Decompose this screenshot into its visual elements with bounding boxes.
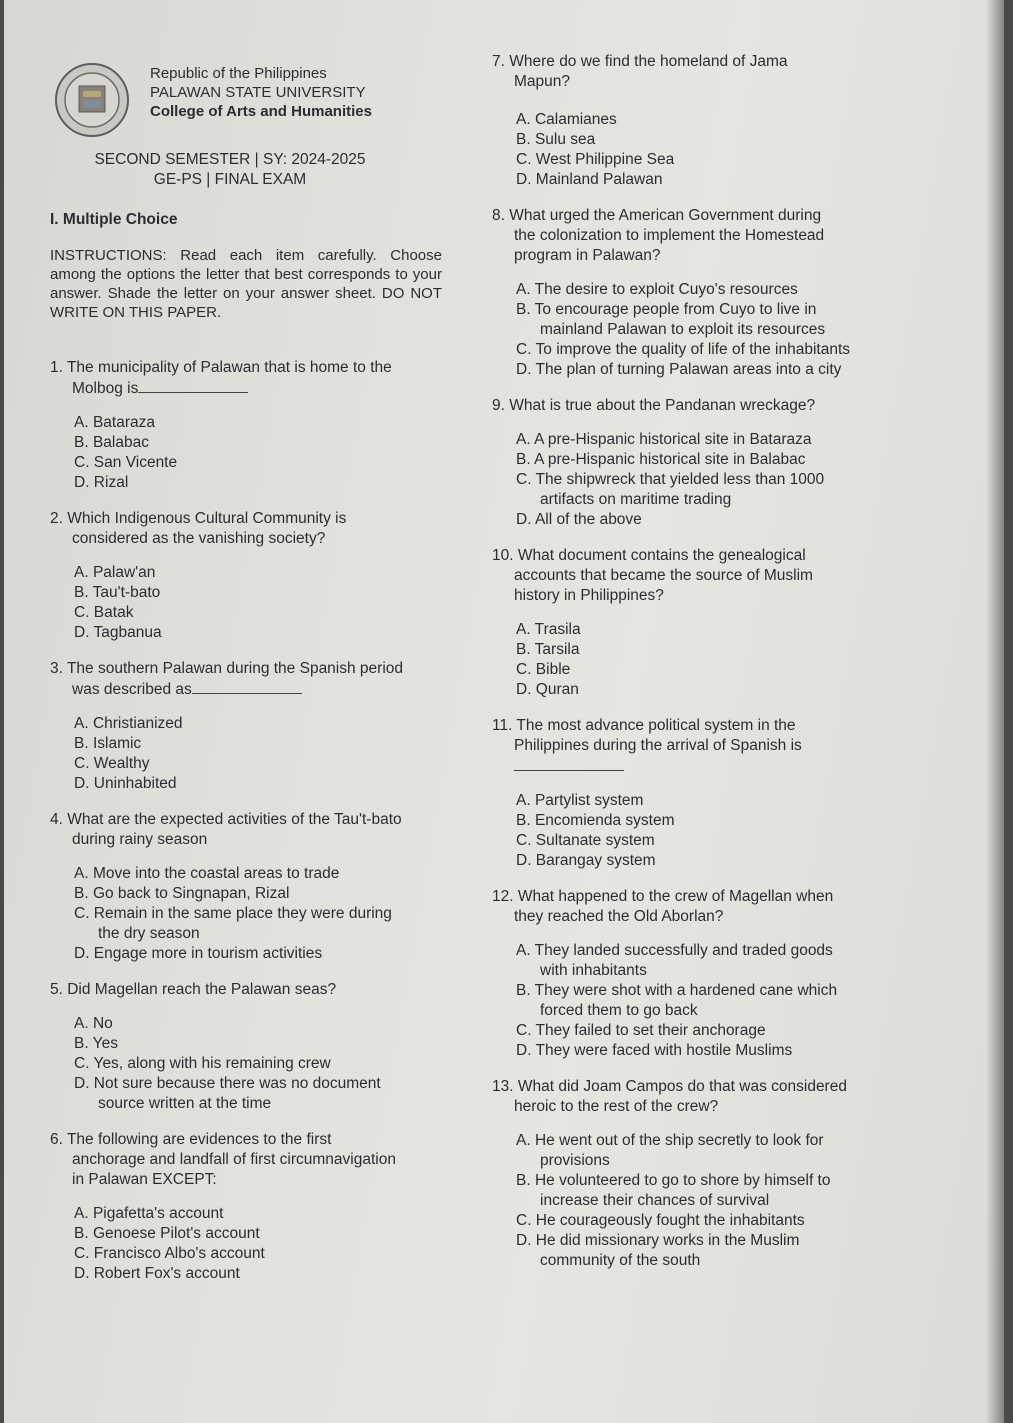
question-5 [50,980,470,1114]
option: C. Yes, along with his remaining crew [74,1055,331,1072]
instructions: INSTRUCTIONS: Read each item carefully. Choose among the options the letter that best corresponds to your answer. Shade the letter on your answer sheet. DO NOT WRITE ON THIS PAPER. [50,247,442,321]
college-name: College of Arts and Humanities [150,103,372,120]
question-stem: the colonization to implement the Homestead [514,227,825,244]
options [50,413,470,493]
question-stem: 10. What document contains the genealogical [492,547,806,564]
university-seal-icon [54,62,130,138]
option: D. Tagbanua [74,624,162,641]
options [492,791,932,871]
option: D. He did missionary works in the Muslim [516,1232,800,1249]
option-continuation: forced them to go back [540,1002,698,1019]
question-stem: program in Palawan? [514,247,661,264]
question-2 [50,509,470,643]
left-column [50,60,470,1284]
page-edge-shadow [986,0,1004,1423]
question-13 [492,1077,932,1271]
option: C. He courageously fought the inhabitants [516,1212,805,1229]
question-stem: 4. What are the expected activities of the Tau't-bato [50,811,402,828]
question-stem: 2. Which Indigenous Cultural Community is [50,510,347,527]
option: D. Quran [516,681,579,698]
question-stem: 8. What urged the American Government during [492,207,822,224]
option: B. A pre-Hispanic historical site in Balabac [516,451,806,468]
question-stem: heroic to the rest of the crew? [514,1098,719,1115]
options [50,1014,470,1114]
question-10 [492,546,932,700]
question-3 [50,659,470,794]
option-continuation: provisions [540,1152,610,1169]
school-header [50,60,470,132]
option: D. Uninhabited [74,775,177,792]
question-9 [492,396,932,530]
option: D. Engage more in tourism activities [74,945,323,962]
option: B. Tarsila [516,641,580,658]
option: A. Trasila [516,621,581,638]
options [492,1131,932,1271]
question-stem: 11. The most advance political system in the [492,717,796,734]
question-stem: 6. The following are evidences to the first [50,1131,332,1148]
options [492,941,932,1061]
semester-line: SECOND SEMESTER | SY: 2024-2025 [94,151,366,168]
question-6 [50,1130,470,1284]
question-stem: anchorage and landfall of first circumnavigation [72,1151,396,1168]
option-continuation: increase their chances of survival [540,1192,770,1209]
option: C. Francisco Albo's account [74,1245,265,1262]
right-column [492,52,932,1271]
option: A. Christianized [74,715,183,732]
question-1 [50,358,470,493]
option: B. Islamic [74,735,142,752]
question-7 [492,52,932,190]
option: C. Sultanate system [516,832,655,849]
option-continuation: with inhabitants [540,962,647,979]
question-stem: was described as [50,679,470,700]
header-text [150,64,372,121]
option: B. Encomienda system [516,812,675,829]
option: D. Robert Fox's account [74,1265,240,1282]
question-stem: Mapun? [514,73,571,90]
option: C. Bible [516,661,571,678]
options [492,280,932,380]
option: B. He volunteered to go to shore by himself to [516,1172,831,1189]
option: D. Rizal [74,474,129,491]
option: C. Batak [74,604,134,621]
option-continuation: community of the south [540,1252,701,1269]
question-stem: 3. The southern Palawan during the Spanish period [50,660,404,677]
option: D. Mainland Palawan [516,171,663,188]
option: D. Barangay system [516,852,656,869]
options [50,714,470,794]
options [50,563,470,643]
options [492,110,932,190]
option: C. The shipwreck that yielded less than 1000 [516,471,825,488]
option: B. Genoese Pilot's account [74,1225,260,1242]
question-stem: in Palawan EXCEPT: [72,1171,217,1188]
option: A. No [74,1015,113,1032]
option: B. Sulu sea [516,131,596,148]
question-stem: 1. The municipality of Palawan that is home to the [50,359,392,376]
options [50,1204,470,1284]
option: C. They failed to set their anchorage [516,1022,766,1039]
question-stem: accounts that became the source of Muslim [514,567,813,584]
option: D. The plan of turning Palawan areas into a city [516,361,842,378]
question-stem: during rainy season [72,831,208,848]
answer-blank [192,679,302,694]
answer-blank [138,378,248,393]
option: D. Not sure because there was no document [74,1075,381,1092]
option: A. He went out of the ship secretly to look for [516,1132,824,1149]
option-continuation: mainland Palawan to exploit its resources [540,321,826,338]
question-stem: Philippines during the arrival of Spanish is [514,737,802,754]
option-continuation: the dry season [98,925,200,942]
republic-line: Republic of the Philippines [150,65,327,82]
answer-blank-line [492,756,932,777]
question-stem: 9. What is true about the Pandanan wreckage? [492,397,816,414]
option: B. Yes [74,1035,118,1052]
options [50,864,470,964]
option-continuation: source written at the time [98,1095,272,1112]
option: A. Palaw'an [74,564,156,581]
question-stem: 12. What happened to the crew of Magellan when [492,888,834,905]
option: A. Calamianes [516,111,617,128]
question-stem: they reached the Old Aborlan? [514,908,724,925]
question-stem: considered as the vanishing society? [72,530,326,547]
option: A. Bataraza [74,414,155,431]
question-8 [492,206,932,380]
question-stem: 13. What did Joam Campos do that was considered [492,1078,847,1095]
option: B. Go back to Singnapan, Rizal [74,885,290,902]
option: A. The desire to exploit Cuyo's resources [516,281,798,298]
exam-title: GE-PS | FINAL EXAM [153,171,307,188]
section-title: I. Multiple Choice [50,211,178,228]
university-name: PALAWAN STATE UNIVERSITY [150,84,366,101]
option: C. Wealthy [74,755,150,772]
option: B. To encourage people from Cuyo to live in [516,301,817,318]
option: A. They landed successfully and traded goods [516,942,833,959]
option: C. Remain in the same place they were during [74,905,392,922]
question-12 [492,887,932,1061]
exam-info [50,150,410,190]
options [492,620,932,700]
option: B. They were shot with a hardened cane which [516,982,838,999]
option: A. A pre-Hispanic historical site in Bataraza [516,431,812,448]
options [492,430,932,530]
option: A. Move into the coastal areas to trade [74,865,340,882]
option: D. All of the above [516,511,642,528]
option: C. San Vicente [74,454,178,471]
option: C. To improve the quality of life of the inhabitants [516,341,851,358]
question-stem: Molbog is [50,378,470,399]
answer-blank [514,756,624,771]
option: A. Pigafetta's account [74,1205,224,1222]
option: B. Tau't-bato [74,584,161,601]
option: D. They were faced with hostile Muslims [516,1042,793,1059]
exam-paper [4,0,1004,1423]
option-continuation: artifacts on maritime trading [540,491,732,508]
question-stem: 5. Did Magellan reach the Palawan seas? [50,981,337,998]
option: C. West Philippine Sea [516,151,675,168]
option: A. Partylist system [516,792,644,809]
question-11 [492,716,932,871]
question-4 [50,810,470,964]
question-stem: 7. Where do we find the homeland of Jama [492,53,788,70]
option: B. Balabac [74,434,149,451]
question-stem: history in Philippines? [514,587,664,604]
